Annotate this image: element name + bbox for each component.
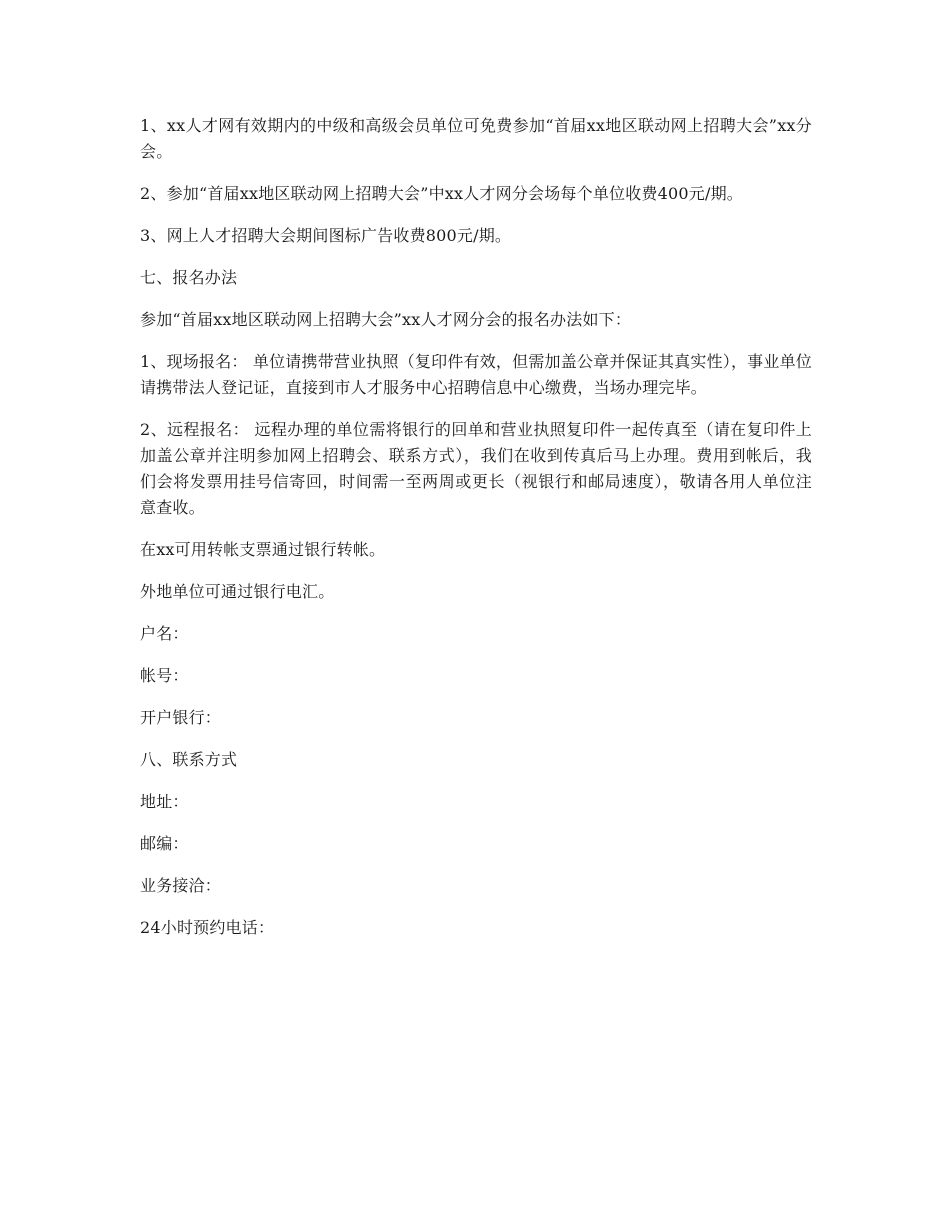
registration-remote: 2、远程报名： 远程办理的单位需将银行的回单和营业执照复印件一起传真至（请在复印件上加盖公章并注明参加网上招聘会、联系方式），我们在收到传真后马上办理。费用到帐后，我们会将发票用挂号信寄回，时间需一至两周或更长（视银行和邮局速度），敬请各用人单位注意查收。 bbox=[140, 420, 812, 517]
registration-onsite: 1、现场报名： 单位请携带营业执照（复印件有效，但需加盖公章并保证其真实性），事业单位请携带法人登记证，直接到市人才服务中心招聘信息中心缴费，当场办理完毕。 bbox=[140, 352, 812, 397]
fee-item-1: 1、xx人才网有效期内的中级和高级会员单位可免费参加“首届xx地区联动网上招聘大会”xx分会。 bbox=[140, 116, 812, 161]
fee-item-3: 3、网上人才招聘大会期间图标广告收费800元/期。 bbox=[140, 226, 512, 245]
account-number-label: 帐号： bbox=[140, 666, 189, 685]
business-contact-label: 业务接洽： bbox=[140, 876, 222, 895]
registration-intro: 参加“首届xx地区联动网上招聘大会”xx人才网分会的报名办法如下： bbox=[140, 310, 632, 329]
hotline-label: 24小时预约电话： bbox=[140, 918, 275, 937]
account-name-label: 户名： bbox=[140, 624, 189, 643]
local-transfer-note: 在xx可用转帐支票通过银行转帐。 bbox=[140, 540, 386, 559]
address-label: 地址： bbox=[140, 792, 189, 811]
section-heading-contact: 八、联系方式 bbox=[140, 750, 238, 769]
remote-wire-note: 外地单位可通过银行电汇。 bbox=[140, 582, 335, 601]
section-heading-registration: 七、报名办法 bbox=[140, 268, 238, 287]
fee-item-2: 2、参加“首届xx地区联动网上招聘大会”中xx人才网分会场每个单位收费400元/期。 bbox=[140, 184, 743, 203]
document-page bbox=[140, 113, 812, 957]
bank-label: 开户银行： bbox=[140, 708, 222, 727]
postcode-label: 邮编： bbox=[140, 834, 189, 853]
